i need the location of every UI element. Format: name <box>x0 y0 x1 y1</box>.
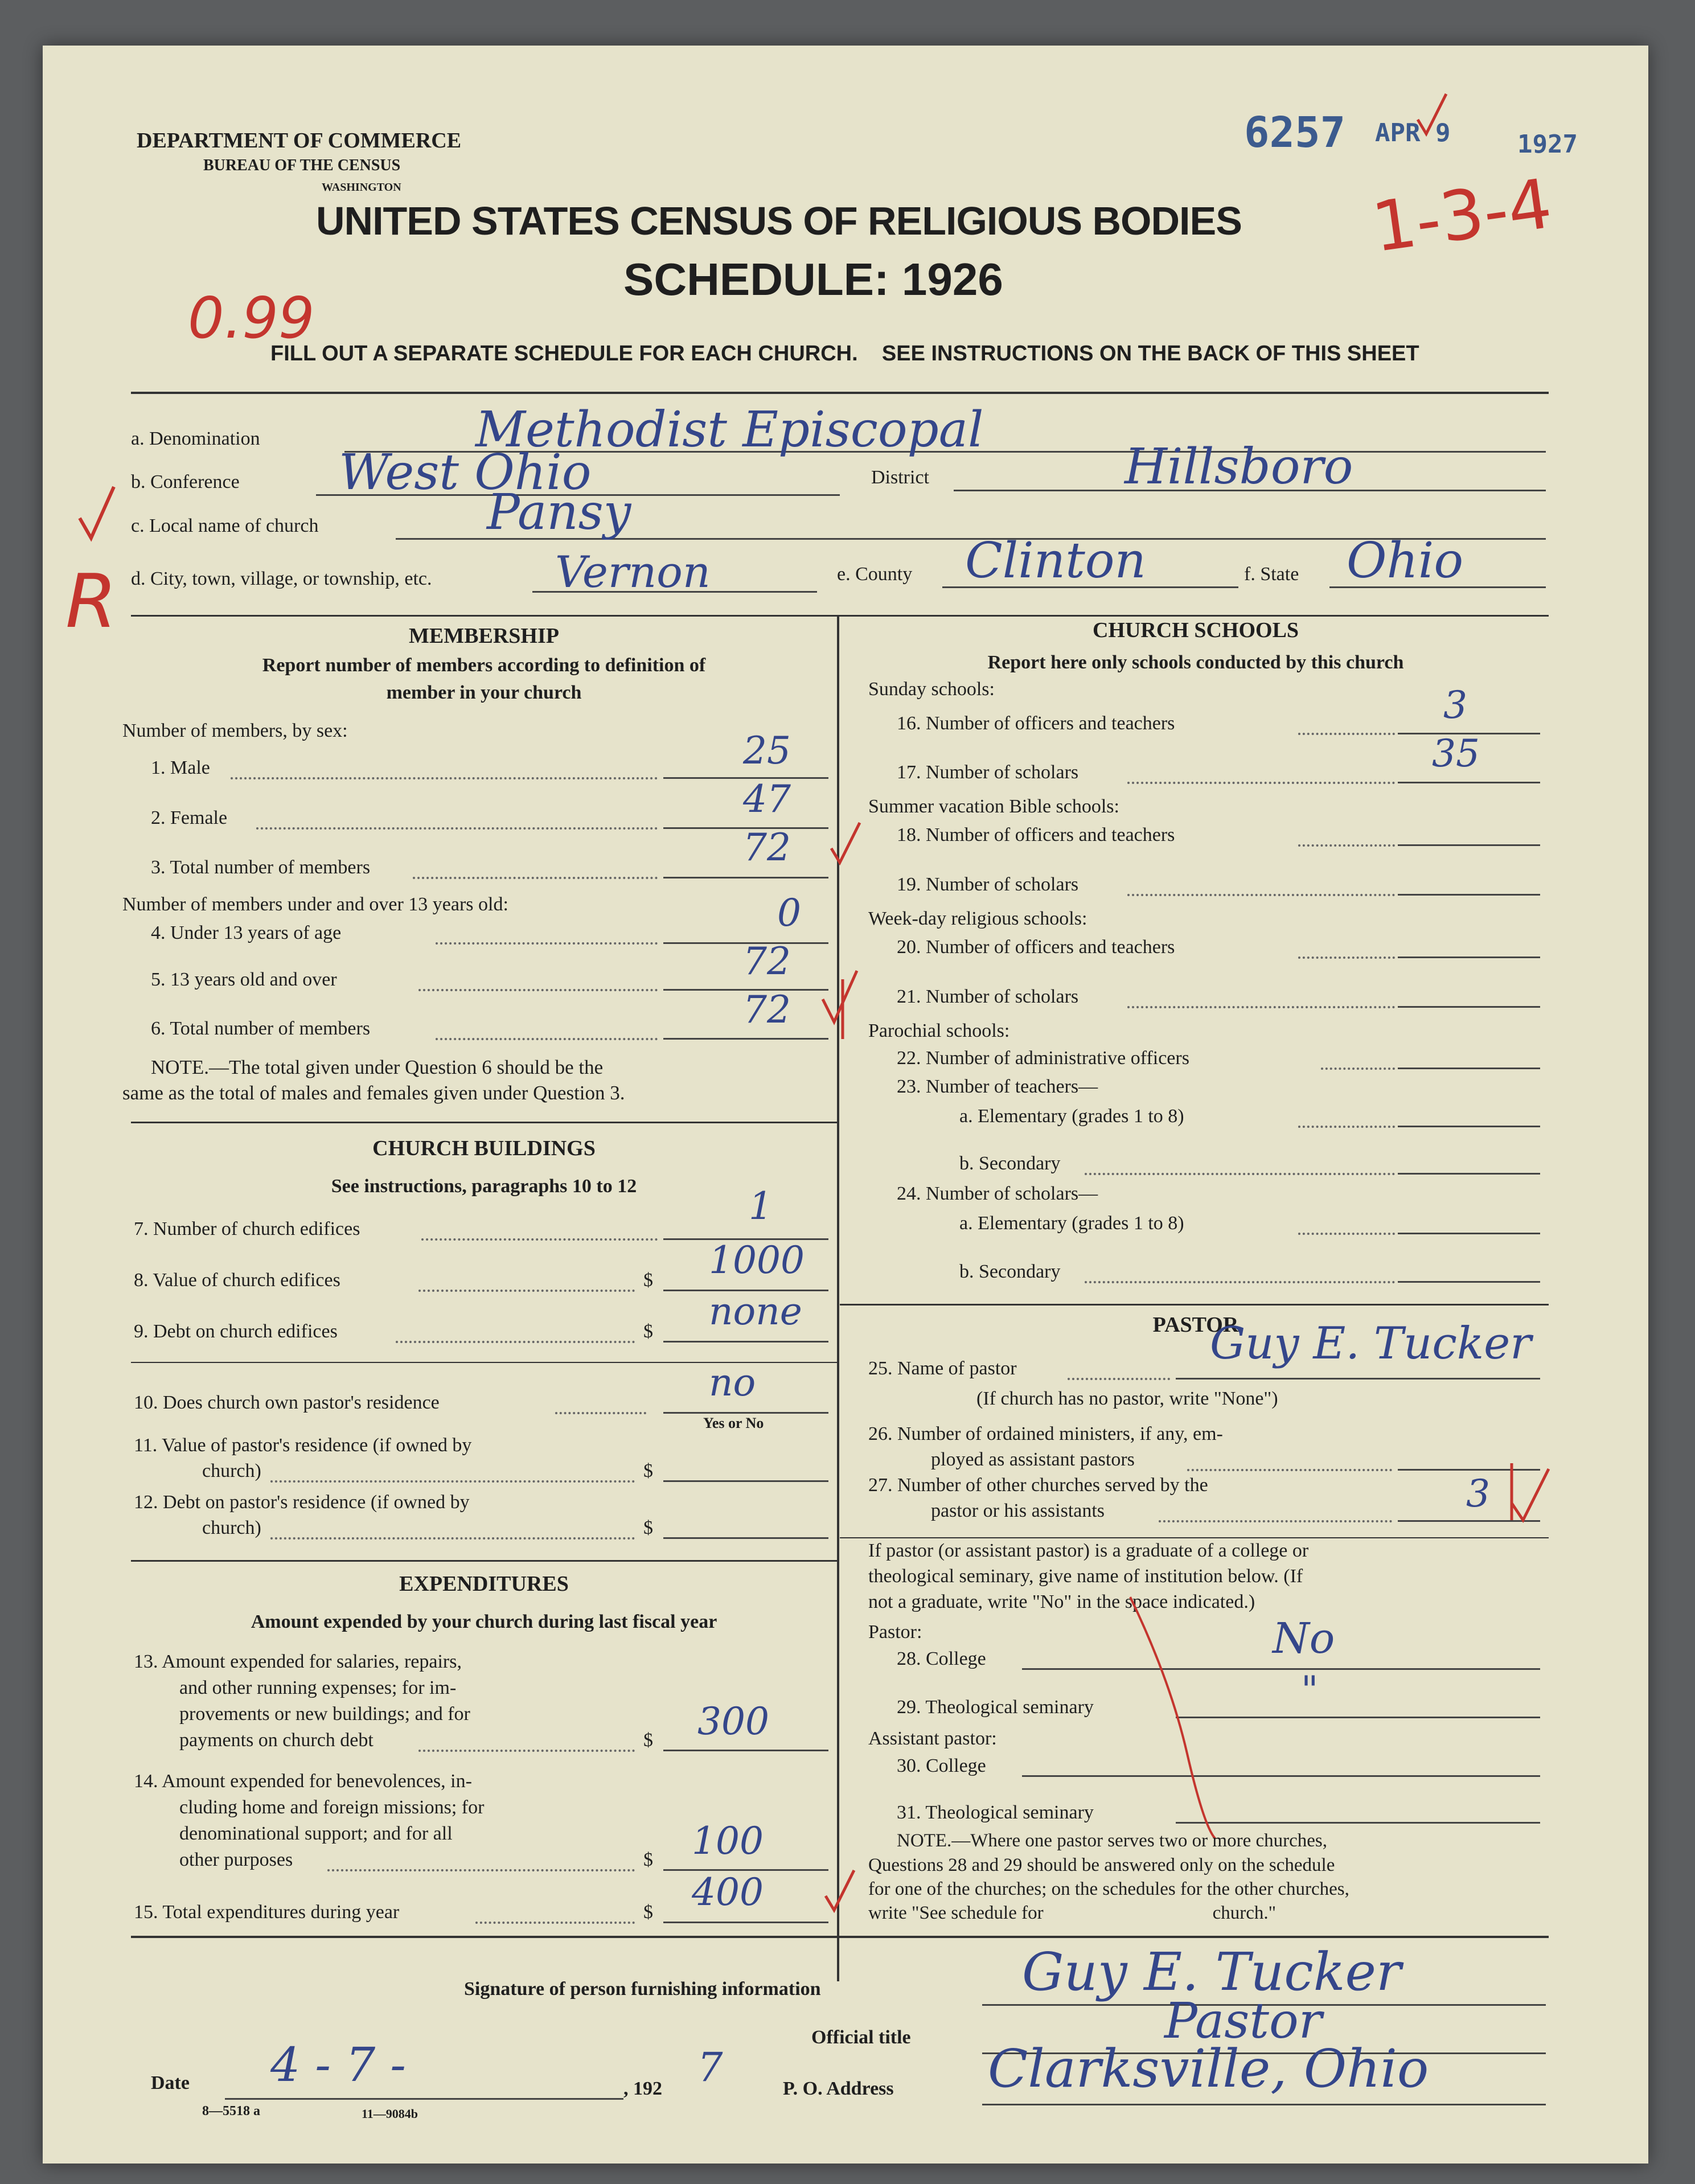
q3-label: 3. Total number of members <box>151 857 371 878</box>
q4-label: 4. Under 13 years of age <box>151 922 342 943</box>
q14-label-line-4: other purposes <box>179 1849 293 1870</box>
q11-label-line-1: 11. Value of pastor's residence (if owned by <box>134 1435 472 1456</box>
q13-label-line-1: 13. Amount expended for salaries, repairs, <box>134 1651 462 1672</box>
form-number-1: 8—5518 a <box>202 2104 260 2119</box>
census-form-sheet <box>43 46 1648 2164</box>
margin-r-mark: R <box>65 558 117 644</box>
q6-leader <box>436 1038 658 1040</box>
q24b-field[interactable] <box>1398 1281 1540 1283</box>
date-field[interactable] <box>225 2098 623 2100</box>
q24b-leader <box>1085 1281 1395 1283</box>
q18-leader <box>1298 844 1395 847</box>
q1-value: 25 <box>743 729 791 773</box>
q11-dollar: $ <box>643 1460 653 1481</box>
q12-label-line-2: church) <box>202 1517 261 1538</box>
q27-leader <box>1159 1520 1392 1522</box>
q24a-label: a. Elementary (grades 1 to 8) <box>959 1213 1184 1234</box>
check-mark-icon <box>1415 91 1449 137</box>
membership-rule <box>131 1122 837 1123</box>
q23b-label: b. Secondary <box>959 1153 1061 1174</box>
q20-field[interactable] <box>1398 956 1540 958</box>
signature-label: Signature of person furnishing information <box>464 1978 821 2000</box>
q11-field[interactable] <box>663 1480 828 1482</box>
district-value: Hillsboro <box>1124 438 1353 495</box>
signature-value: Guy E. Tucker <box>1022 1941 1401 2002</box>
q28-label: 28. College <box>897 1648 986 1669</box>
q10-field[interactable] <box>663 1412 828 1414</box>
denomination-label: a. Denomination <box>131 428 260 449</box>
q26-label-line-1: 26. Number of ordained ministers, if any, em- <box>868 1423 1223 1444</box>
graduate-instruction-2: theological seminary, give name of institution below. (If <box>868 1566 1303 1587</box>
membership-note-line-2: same as the total of males and females given under Question 3. <box>122 1082 625 1104</box>
q22-field[interactable] <box>1398 1068 1540 1069</box>
city-label: WASHINGTON <box>322 181 401 194</box>
q5-label: 5. 13 years old and over <box>151 969 337 990</box>
q16-leader <box>1298 733 1395 735</box>
q22-label: 22. Number of administrative officers <box>897 1048 1189 1069</box>
q14-dollar: $ <box>643 1849 653 1870</box>
q27-label-line-1: 27. Number of other churches served by the <box>868 1475 1208 1496</box>
received-stamp-number: 6257 <box>1244 108 1346 157</box>
department-label: DEPARTMENT OF COMMERCE <box>137 129 462 153</box>
q27-value: 3 <box>1466 1472 1490 1516</box>
q28-field[interactable] <box>1022 1668 1540 1670</box>
q23a-field[interactable] <box>1398 1126 1540 1127</box>
q29-value: " <box>1301 1668 1319 1712</box>
q23b-field[interactable] <box>1398 1173 1540 1175</box>
members-by-sex-heading: Number of members, by sex: <box>122 720 348 741</box>
q5-leader <box>418 989 658 991</box>
q15-value: 400 <box>692 1870 764 1914</box>
q9-leader <box>396 1341 635 1343</box>
q11-label-line-2: church) <box>202 1460 261 1481</box>
check-mark-icon <box>74 484 120 547</box>
bureau-label: BUREAU OF THE CENSUS <box>203 157 401 174</box>
q19-leader <box>1127 894 1395 896</box>
q6-label: 6. Total number of members <box>151 1018 371 1039</box>
q23a-leader <box>1298 1126 1395 1128</box>
q15-field[interactable] <box>663 1922 828 1923</box>
district-label: District <box>871 467 929 488</box>
q17-label: 17. Number of scholars <box>897 762 1079 783</box>
q4-leader <box>436 942 658 945</box>
pastor-note-line-1: NOTE.—Where one pastor serves two or more churches, <box>897 1830 1327 1851</box>
check-mark-icon <box>1500 1452 1552 1526</box>
q7-leader <box>421 1238 658 1241</box>
graduate-instruction-1: If pastor (or assistant pastor) is a graduate of a college or <box>868 1540 1309 1561</box>
q11-leader <box>270 1480 635 1483</box>
q17-value: 35 <box>1432 732 1480 775</box>
city-township-label: d. City, town, village, or township, etc. <box>131 568 432 589</box>
conference-value: West Ohio <box>339 444 592 501</box>
strike-line-icon <box>1124 1594 1227 1845</box>
graduate-instruction-3: not a graduate, write "No" in the space indicated.) <box>868 1591 1255 1612</box>
membership-instruction-1: Report number of members according to definition of <box>262 655 706 676</box>
state-value: Ohio <box>1347 532 1464 589</box>
po-address-label: P. O. Address <box>783 2078 894 2099</box>
q6-value: 72 <box>743 988 791 1032</box>
q13-label-line-3: provements or new buildings; and for <box>179 1703 470 1725</box>
q9-dollar: $ <box>643 1321 653 1342</box>
q8-dollar: $ <box>643 1270 653 1291</box>
check-mark-icon <box>828 820 863 865</box>
state-label: f. State <box>1244 564 1299 585</box>
q14-label-line-3: denominational support; and for all <box>179 1823 453 1844</box>
received-stamp-date: APR 9 <box>1375 118 1451 147</box>
parochial-schools-heading: Parochial schools: <box>868 1020 1010 1041</box>
q15-label: 15. Total expenditures during year <box>134 1902 400 1923</box>
form-subtitle: SCHEDULE: 1926 <box>623 254 1003 305</box>
q7-label: 7. Number of church edifices <box>134 1218 360 1239</box>
q23b-leader <box>1085 1173 1395 1175</box>
q14-label-line-2: cluding home and foreign missions; for <box>179 1797 485 1818</box>
q13-label-line-4: payments on church debt <box>179 1730 374 1751</box>
q25-value: Guy E. Tucker <box>1210 1318 1532 1369</box>
membership-note-line-1: NOTE.—The total given under Question 6 should be the <box>151 1056 604 1078</box>
q2-label: 2. Female <box>151 807 228 828</box>
header-rule <box>131 392 1549 394</box>
q26-leader <box>1187 1469 1392 1471</box>
q30-field[interactable] <box>1022 1775 1540 1777</box>
pastor-note-line-2: Questions 28 and 29 should be answered only on the schedule <box>868 1855 1335 1875</box>
q13-field[interactable] <box>663 1750 828 1751</box>
church-schools-instruction: Report here only schools conducted by this church <box>987 652 1404 673</box>
q3-value: 72 <box>743 826 791 869</box>
q3-field[interactable] <box>663 877 828 878</box>
q24-label: 24. Number of scholars— <box>897 1183 1098 1204</box>
q6-field[interactable] <box>663 1038 828 1040</box>
pastor-note-line-4: write "See schedule for church." <box>868 1903 1277 1923</box>
q9-field[interactable] <box>663 1341 828 1343</box>
q13-leader <box>418 1750 635 1752</box>
county-label: e. County <box>837 564 913 585</box>
pastor-subheading: Pastor: <box>868 1621 922 1643</box>
q1-leader <box>231 777 658 779</box>
q13-value: 300 <box>697 1699 769 1743</box>
handwritten-code: 1-3-4 <box>1367 164 1557 268</box>
po-address-field[interactable] <box>982 2104 1546 2105</box>
q26-label-line-2: ployed as assistant pastors <box>931 1449 1135 1470</box>
official-title-label: Official title <box>811 2027 911 2048</box>
q8-leader <box>418 1290 635 1292</box>
weekday-schools-heading: Week-day religious schools: <box>868 908 1087 929</box>
city-township-value: Vernon <box>555 547 711 597</box>
q8-label: 8. Value of church edifices <box>134 1270 340 1291</box>
q9-label: 9. Debt on church edifices <box>134 1321 338 1342</box>
q15-leader <box>475 1922 635 1924</box>
q19-label: 19. Number of scholars <box>897 874 1079 895</box>
q16-value: 3 <box>1443 683 1467 727</box>
local-church-name-label: c. Local name of church <box>131 515 319 536</box>
q12-field[interactable] <box>663 1537 828 1539</box>
q24b-label: b. Secondary <box>959 1261 1061 1282</box>
q14-value: 100 <box>692 1819 764 1863</box>
pastor-inner-rule <box>840 1537 1549 1538</box>
q13-label-line-2: and other running expenses; for im- <box>179 1677 457 1698</box>
date-year-suffix: , 192 <box>623 2078 662 2099</box>
q1-label: 1. Male <box>151 757 210 778</box>
date-label: Date <box>151 2072 190 2093</box>
buildings-title: CHURCH BUILDINGS <box>372 1136 596 1160</box>
q14-label-line-1: 14. Amount expended for benevolences, in- <box>134 1771 472 1792</box>
q23a-label: a. Elementary (grades 1 to 8) <box>959 1106 1184 1127</box>
q21-label: 21. Number of scholars <box>897 986 1079 1007</box>
summer-schools-heading: Summer vacation Bible schools: <box>868 796 1119 817</box>
q29-field[interactable] <box>1176 1717 1540 1718</box>
q15-dollar: $ <box>643 1902 653 1923</box>
q10-value: no <box>709 1361 756 1405</box>
q22-leader <box>1321 1068 1395 1070</box>
q12-label-line-1: 12. Debt on pastor's residence (if owned by <box>134 1492 470 1513</box>
q12-leader <box>270 1537 635 1540</box>
denomination-value: Methodist Episcopal <box>475 401 984 458</box>
q18-field[interactable] <box>1398 844 1540 846</box>
q2-value: 47 <box>743 777 791 821</box>
q13-dollar: $ <box>643 1730 653 1751</box>
q9-value: none <box>709 1290 802 1333</box>
expenditures-instruction: Amount expended by your church during last fiscal year <box>251 1611 717 1632</box>
q21-field[interactable] <box>1398 1006 1540 1008</box>
q8-value: 1000 <box>709 1238 805 1282</box>
q19-field[interactable] <box>1398 894 1540 896</box>
q29-label: 29. Theological seminary <box>897 1697 1094 1718</box>
buildings-instruction: See instructions, paragraphs 10 to 12 <box>331 1176 637 1197</box>
form-number-2: 11—9084b <box>362 2107 418 2121</box>
q27-label-line-2: pastor or his assistants <box>931 1500 1105 1521</box>
q14-leader <box>327 1869 635 1871</box>
sunday-schools-heading: Sunday schools: <box>868 679 995 700</box>
pastor-note-line-3: for one of the churches; on the schedules for the other churches, <box>868 1879 1349 1899</box>
separate-schedule-instruction: FILL OUT A SEPARATE SCHEDULE FOR EACH CHURCH. SEE INSTRUCTIONS ON THE BACK OF THIS SHEET <box>270 342 1419 366</box>
assistant-pastor-subheading: Assistant pastor: <box>868 1728 997 1749</box>
q17-leader <box>1127 782 1395 784</box>
q31-field[interactable] <box>1176 1822 1540 1824</box>
q10-label: 10. Does church own pastor's residence <box>134 1392 440 1413</box>
schools-rule <box>840 1304 1549 1306</box>
q31-label: 31. Theological seminary <box>897 1802 1094 1823</box>
yes-no-hint: Yes or No <box>703 1415 764 1431</box>
q20-leader <box>1298 956 1395 959</box>
county-value: Clinton <box>965 532 1146 589</box>
q24a-leader <box>1298 1233 1395 1235</box>
q23-label: 23. Number of teachers— <box>897 1076 1098 1097</box>
conference-label: b. Conference <box>131 471 240 492</box>
q28-value: No <box>1273 1614 1335 1663</box>
q16-label: 16. Number of officers and teachers <box>897 713 1175 734</box>
q2-leader <box>256 827 658 830</box>
left-code: 0.99 <box>188 285 315 351</box>
q4-value: 0 <box>777 891 801 935</box>
q5-value: 72 <box>743 939 791 983</box>
check-mark-icon <box>823 1867 857 1913</box>
q24a-field[interactable] <box>1398 1233 1540 1234</box>
q12-dollar: $ <box>643 1517 653 1538</box>
body-bottom-rule <box>131 1936 1549 1938</box>
membership-title: MEMBERSHIP <box>409 624 559 648</box>
buildings-rule <box>131 1560 837 1562</box>
expenditures-title: EXPENDITURES <box>399 1572 569 1596</box>
membership-instruction-2: member in your church <box>386 682 582 703</box>
check-mark-icon <box>817 968 863 1042</box>
q21-leader <box>1127 1006 1395 1008</box>
q3-leader <box>413 877 658 879</box>
q10-leader <box>555 1412 646 1414</box>
q25-note: (If church has no pastor, write "None") <box>976 1388 1278 1409</box>
received-stamp-year: 1927 <box>1517 130 1578 159</box>
age-groups-heading: Number of members under and over 13 years old: <box>122 894 508 915</box>
q25-field[interactable] <box>1176 1378 1540 1380</box>
q17-field[interactable] <box>1398 782 1540 783</box>
q18-label: 18. Number of officers and teachers <box>897 824 1175 845</box>
po-address-value: Clarksville, Ohio <box>988 2038 1429 2099</box>
q30-label: 30. College <box>897 1755 986 1776</box>
pastor-title: PASTOR <box>1152 1313 1239 1337</box>
church-schools-title: CHURCH SCHOOLS <box>1092 618 1299 642</box>
form-title: UNITED STATES CENSUS OF RELIGIOUS BODIES <box>316 199 1242 243</box>
official-title-value: Pastor <box>1164 1993 1322 2050</box>
top-section-rule <box>131 615 1549 617</box>
q20-label: 20. Number of officers and teachers <box>897 937 1175 958</box>
q7-value: 1 <box>749 1184 773 1228</box>
date-year-digit: 7 <box>697 2044 723 2091</box>
local-church-name-value: Pansy <box>487 484 631 541</box>
q25-label: 25. Name of pastor <box>868 1358 1017 1379</box>
q25-leader <box>1068 1378 1170 1380</box>
date-value: 4 - 7 - <box>270 2038 406 2092</box>
